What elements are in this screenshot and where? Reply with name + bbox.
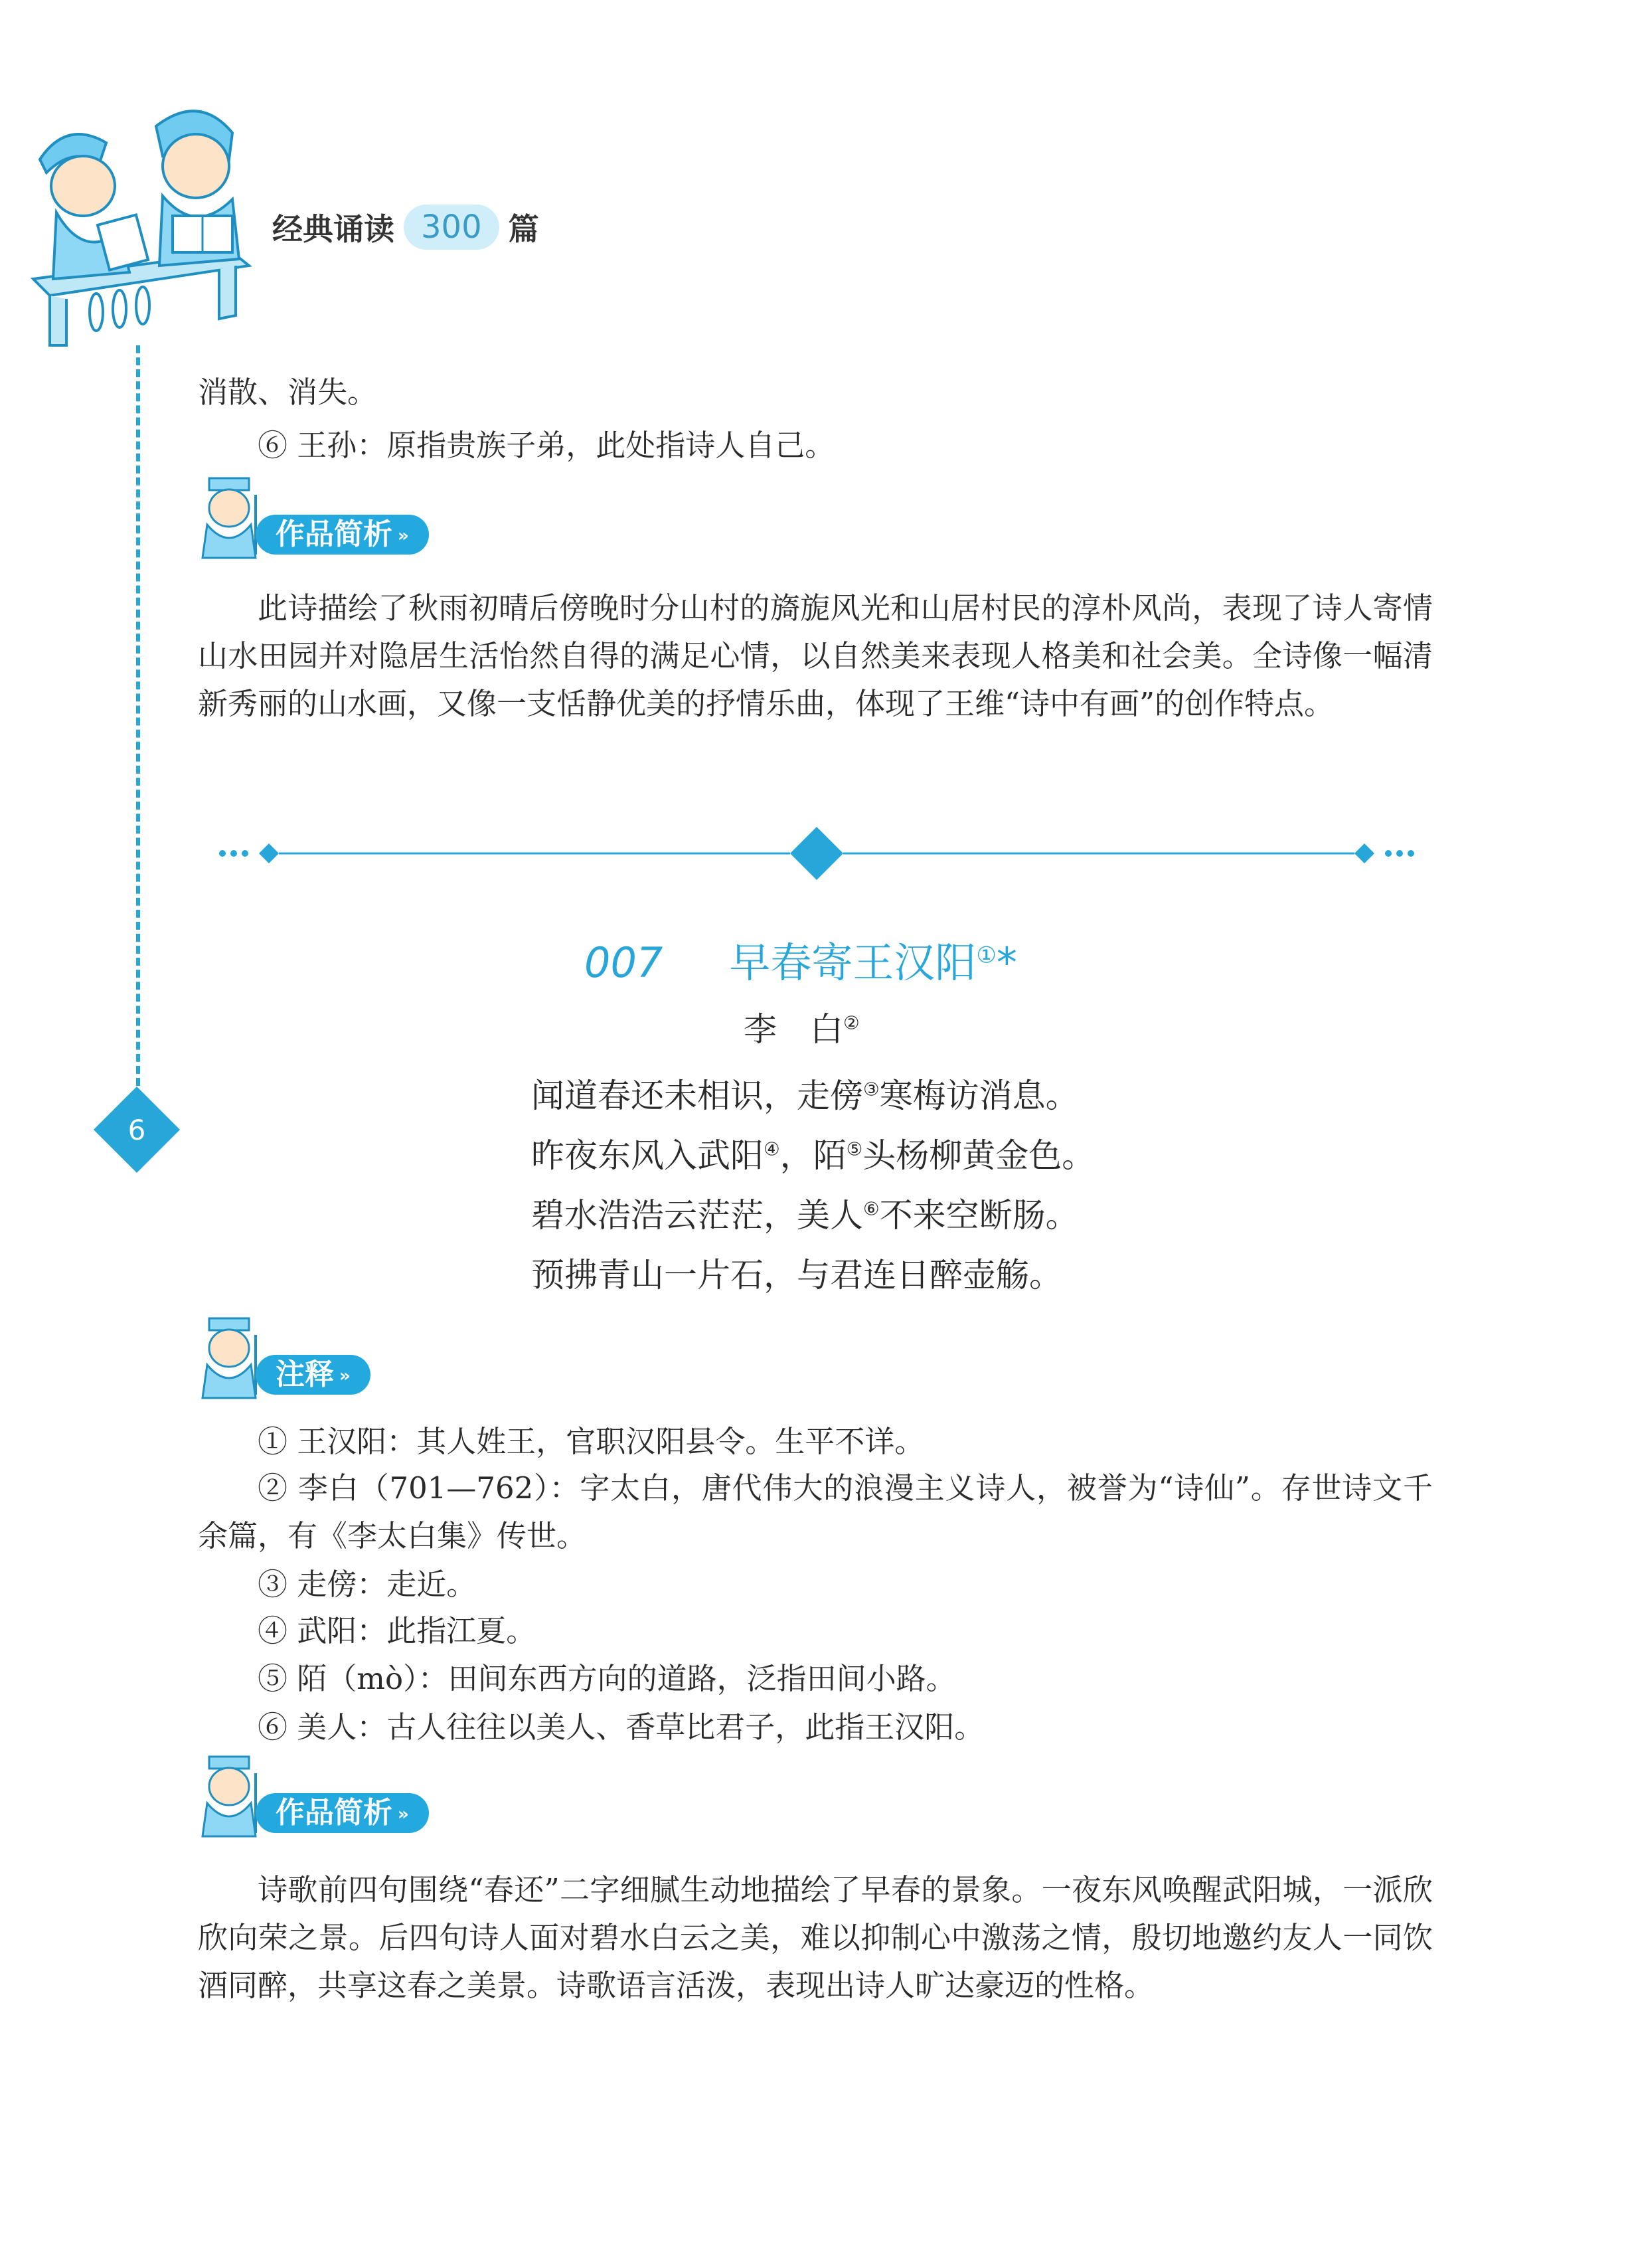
analysis-label-2 bbox=[193, 1753, 511, 1840]
book-title bbox=[272, 205, 539, 250]
analysis-label-1 bbox=[193, 475, 511, 561]
poem-line-text: 寒梅访消息。 bbox=[879, 1077, 1079, 1115]
note-item-3: ③ 走傍：走近。 bbox=[258, 1567, 477, 1602]
notes-label-text: 注释 bbox=[276, 1357, 334, 1391]
poem-line-4 bbox=[531, 1249, 1062, 1296]
margin-dashed-line bbox=[136, 345, 140, 1086]
poem-number: 007 bbox=[584, 938, 663, 987]
poem-title bbox=[584, 930, 1017, 989]
scholar-icon bbox=[193, 1315, 266, 1401]
poem-line-3 bbox=[531, 1189, 1079, 1237]
poem-line-text: 闻道春还未相识，走傍 bbox=[531, 1077, 863, 1115]
poem-author bbox=[744, 1003, 860, 1051]
poem-line-text: 不来空断肠。 bbox=[879, 1196, 1079, 1235]
note-item-1: ① 王汉阳：其人姓王，官职汉阳县令。生平不详。 bbox=[258, 1424, 925, 1459]
book-title-prefix: 经典诵读 bbox=[272, 211, 394, 247]
page-number: 6 bbox=[127, 1113, 146, 1146]
poem-line-text: ，陌 bbox=[779, 1136, 847, 1175]
book-title-number: 300 bbox=[404, 205, 499, 250]
continued-note-text: 消散、消失。 bbox=[198, 375, 378, 410]
double-chevron-icon: » bbox=[398, 1804, 409, 1824]
note-item-6: ⑥ 美人：古人往往以美人、香草比君子，此指王汉阳。 bbox=[258, 1709, 985, 1745]
scholar-icon bbox=[193, 475, 266, 561]
note-mark: ⑤ bbox=[846, 1138, 863, 1160]
poem-author-note-mark: ② bbox=[843, 1012, 860, 1034]
analysis-paragraph-2: 诗歌前四句围绕“春还”二字细腻生动地描绘了早春的景象。一夜东风唤醒武阳城，一派欣欣向荣之景。后四句诗人面对碧水白云之美，难以抑制心中激荡之情，殷切地邀约友人一同饮酒同醉，共享这春之美景。诗歌语言活泼，表现出诗人旷达豪迈的性格。 bbox=[198, 1872, 1433, 2003]
analysis-label-2-text: 作品简析 bbox=[276, 1796, 392, 1830]
note-item-2: ② 李白（701—762）：字太白，唐代伟大的浪漫主义诗人，被誉为“诗仙”。存世诗文千余篇，有《李太白集》传世。 bbox=[198, 1470, 1433, 1553]
poem-line-text: 碧水浩浩云茫茫，美人 bbox=[531, 1196, 863, 1235]
analysis-label-1-text: 作品简析 bbox=[276, 517, 392, 551]
notes-label bbox=[193, 1315, 511, 1401]
double-chevron-icon: » bbox=[398, 526, 409, 546]
note-mark: ⑥ bbox=[863, 1198, 880, 1220]
poem-title-note-mark: ① bbox=[976, 942, 997, 969]
poem-line-text: 预拂青山一片石，与君连日醉壶觞。 bbox=[531, 1256, 1062, 1294]
note-item-4: ④ 武阳：此指江夏。 bbox=[258, 1613, 536, 1648]
poem-line-2 bbox=[531, 1129, 1095, 1177]
poem-author-name: 李 白 bbox=[744, 1010, 843, 1049]
poem-line-1 bbox=[531, 1069, 1079, 1117]
double-chevron-icon: » bbox=[339, 1366, 351, 1386]
poem-title-star: * bbox=[996, 938, 1017, 987]
book-title-suffix: 篇 bbox=[508, 211, 539, 247]
poem-line-text: 头杨柳黄金色。 bbox=[862, 1136, 1096, 1175]
note-mark: ④ bbox=[764, 1138, 780, 1160]
note-mark: ③ bbox=[863, 1079, 880, 1100]
poem-line-text: 昨夜东风入武阳 bbox=[531, 1136, 764, 1175]
poem-title-text: 早春寄王汉阳 bbox=[729, 938, 977, 987]
note-6-previous: ⑥ 王孙：原指贵族子弟，此处指诗人自己。 bbox=[258, 428, 835, 463]
note-item-5: ⑤ 陌（mò）：田间东西方向的道路，泛指田间小路。 bbox=[258, 1661, 956, 1696]
section-divider bbox=[219, 827, 1414, 880]
scholar-icon bbox=[193, 1753, 266, 1840]
header-illustration-icon bbox=[20, 80, 266, 359]
analysis-paragraph-1: 此诗描绘了秋雨初晴后傍晚时分山村的旖旎风光和山居村民的淳朴风尚，表现了诗人寄情山水田园并对隐居生活怡然自得的满足心情，以自然美来表现人格美和社会美。全诗像一幅清新秀丽的山水画，又像一支恬静优美的抒情乐曲，体现了王维“诗中有画”的创作特点。 bbox=[198, 590, 1433, 721]
